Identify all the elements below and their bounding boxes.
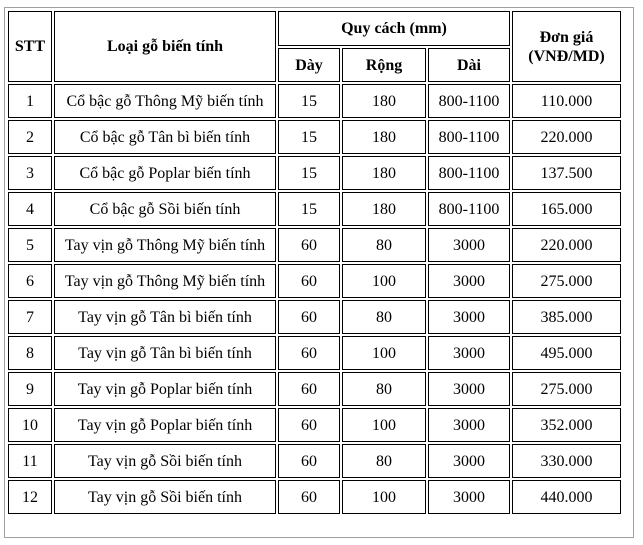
cell-price: 495.000 <box>512 336 621 370</box>
cell-price: 110.000 <box>512 84 621 118</box>
cell-wood-type: Tay vịn gỗ Tân bì biến tính <box>54 336 276 370</box>
cell-price: 165.000 <box>512 192 621 226</box>
cell-stt: 2 <box>8 120 52 154</box>
cell-price: 275.000 <box>512 264 621 298</box>
cell-wood-type: Cổ bậc gỗ Tân bì biến tính <box>54 120 276 154</box>
cell-wood-type: Tay vịn gỗ Thông Mỹ biến tính <box>54 264 276 298</box>
table-row <box>8 228 621 262</box>
cell-thickness: 15 <box>278 192 340 226</box>
cell-price: 440.000 <box>512 480 621 514</box>
cell-wood-type: Tay vịn gỗ Sồi biến tính <box>54 444 276 478</box>
cell-thickness: 60 <box>278 408 340 442</box>
cell-length: 3000 <box>428 264 510 298</box>
cell-price: 137.500 <box>512 156 621 190</box>
cell-wood-type: Cổ bậc gỗ Sồi biến tính <box>54 192 276 226</box>
cell-thickness: 60 <box>278 444 340 478</box>
table-row <box>8 480 621 514</box>
table-row <box>8 156 621 190</box>
cell-thickness: 60 <box>278 228 340 262</box>
table-row <box>8 372 621 406</box>
cell-stt: 1 <box>8 84 52 118</box>
cell-stt: 5 <box>8 228 52 262</box>
cell-thickness: 15 <box>278 120 340 154</box>
cell-stt: 11 <box>8 444 52 478</box>
cell-thickness: 15 <box>278 84 340 118</box>
header-spec: Quy cách (mm) <box>278 11 510 46</box>
header-price-line2: (VNĐ/MD) <box>528 47 605 65</box>
cell-thickness: 60 <box>278 480 340 514</box>
header-price-line1: Đơn giá <box>539 28 594 46</box>
header-row-top <box>8 11 621 46</box>
cell-width: 180 <box>342 120 426 154</box>
cell-wood-type: Tay vịn gỗ Tân bì biến tính <box>54 300 276 334</box>
header-wood-type: Loại gỗ biến tính <box>54 11 276 82</box>
table-row <box>8 300 621 334</box>
cell-wood-type: Tay vịn gỗ Poplar biến tính <box>54 372 276 406</box>
header-width: Rộng <box>342 48 426 82</box>
cell-wood-type: Tay vịn gỗ Thông Mỹ biến tính <box>54 228 276 262</box>
cell-price: 352.000 <box>512 408 621 442</box>
cell-width: 100 <box>342 336 426 370</box>
cell-price: 275.000 <box>512 372 621 406</box>
table-row <box>8 336 621 370</box>
table-row <box>8 192 621 226</box>
cell-stt: 7 <box>8 300 52 334</box>
cell-thickness: 15 <box>278 156 340 190</box>
cell-length: 800-1100 <box>428 84 510 118</box>
cell-stt: 12 <box>8 480 52 514</box>
cell-price: 220.000 <box>512 120 621 154</box>
cell-width: 80 <box>342 228 426 262</box>
table-body <box>8 84 621 514</box>
cell-stt: 6 <box>8 264 52 298</box>
price-table <box>6 9 623 516</box>
cell-length: 800-1100 <box>428 156 510 190</box>
cell-width: 100 <box>342 264 426 298</box>
table-row <box>8 264 621 298</box>
cell-length: 3000 <box>428 300 510 334</box>
cell-price: 220.000 <box>512 228 621 262</box>
cell-width: 80 <box>342 300 426 334</box>
cell-length: 800-1100 <box>428 120 510 154</box>
cell-thickness: 60 <box>278 264 340 298</box>
cell-width: 180 <box>342 156 426 190</box>
cell-width: 80 <box>342 444 426 478</box>
cell-length: 3000 <box>428 336 510 370</box>
cell-length: 3000 <box>428 480 510 514</box>
table-row <box>8 84 621 118</box>
cell-wood-type: Tay vịn gỗ Poplar biến tính <box>54 408 276 442</box>
header-thickness: Dày <box>278 48 340 82</box>
cell-stt: 9 <box>8 372 52 406</box>
cell-wood-type: Cổ bậc gỗ Thông Mỹ biến tính <box>54 84 276 118</box>
cell-thickness: 60 <box>278 300 340 334</box>
cell-width: 80 <box>342 372 426 406</box>
table-row <box>8 444 621 478</box>
cell-price: 385.000 <box>512 300 621 334</box>
cell-thickness: 60 <box>278 336 340 370</box>
cell-length: 800-1100 <box>428 192 510 226</box>
cell-price: 330.000 <box>512 444 621 478</box>
cell-wood-type: Cổ bậc gỗ Poplar biến tính <box>54 156 276 190</box>
cell-stt: 8 <box>8 336 52 370</box>
header-stt: STT <box>8 11 52 82</box>
cell-stt: 10 <box>8 408 52 442</box>
cell-stt: 3 <box>8 156 52 190</box>
cell-length: 3000 <box>428 228 510 262</box>
cell-width: 100 <box>342 408 426 442</box>
cell-width: 180 <box>342 192 426 226</box>
cell-thickness: 60 <box>278 372 340 406</box>
cell-length: 3000 <box>428 408 510 442</box>
table-row <box>8 408 621 442</box>
cell-width: 100 <box>342 480 426 514</box>
table-row <box>8 120 621 154</box>
cell-width: 180 <box>342 84 426 118</box>
cell-length: 3000 <box>428 372 510 406</box>
header-price <box>512 11 621 82</box>
cell-wood-type: Tay vịn gỗ Sồi biến tính <box>54 480 276 514</box>
header-length: Dài <box>428 48 510 82</box>
cell-stt: 4 <box>8 192 52 226</box>
cell-length: 3000 <box>428 444 510 478</box>
